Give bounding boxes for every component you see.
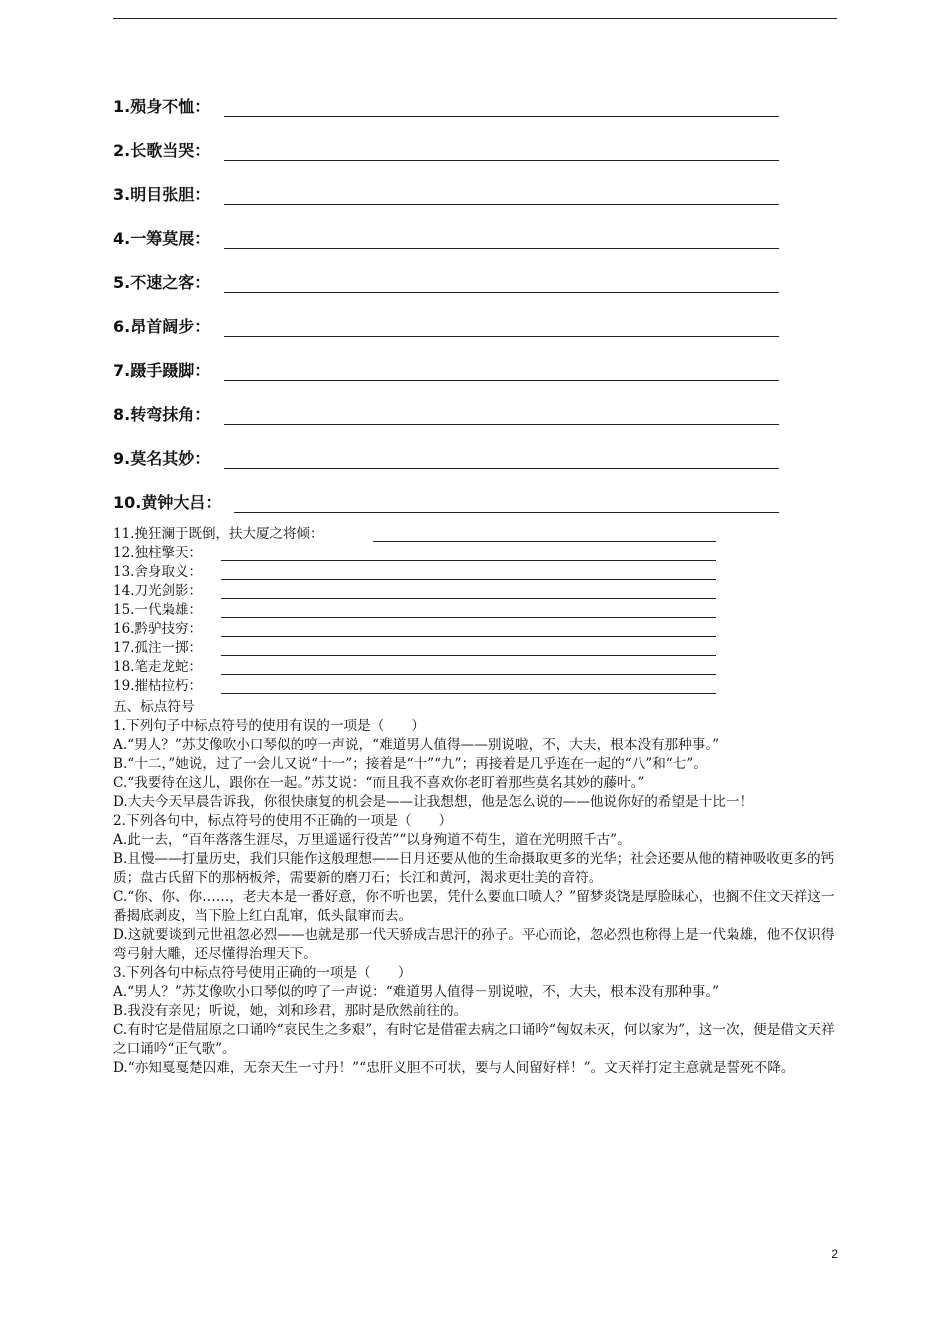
idiom-item-label: 2.长歌当哭： [113,141,211,160]
answer-line[interactable] [221,693,716,694]
question-option: A.“男人？”苏艾像吹小口琴似的哼一声说，“难道男人值得——别说啦，不，大夫，根本没有那种事。” [113,737,720,753]
answer-line[interactable] [373,541,716,542]
answer-line[interactable] [224,160,779,161]
question-option: A.“男人？”苏艾像吹小口琴似的哼了一声说：“难道男人值得－别说啦，不，大夫，根本没有那种事。” [113,984,720,1000]
question-option: D.“亦知戛戛楚囚难，无奈天生一寸丹！”“忠肝义胆不可状，要与人间留好样！”。文天祥打定主意就是誓死不降。 [113,1060,795,1076]
question-option: B.“十二，”她说，过了一会儿又说“十一”；接着是“十”“九”；再接着是几乎连在一起的“八”和“七”。 [113,756,707,772]
idiom-item-label: 14.刀光剑影： [113,583,202,599]
answer-line[interactable] [224,292,779,293]
idiom-item-label: 3.明目张胆： [113,185,211,204]
idiom-item-label: 10.黄钟大吕： [113,493,222,512]
answer-line[interactable] [224,424,779,425]
page-number: 2 [831,1247,838,1261]
question-option: D.这就要谈到元世祖忽必烈——也就是那一代天骄成吉思汗的孙子。平心而论，忽必烈也称得上是一代枭雄，他不仅识得弯弓射大雕，还尽懂得治理天下。 [113,927,835,962]
answer-line[interactable] [224,248,779,249]
idiom-item-label: 11.挽狂澜于既倒，扶大厦之将倾： [113,526,324,542]
idiom-item-label: 19.摧枯拉朽： [113,678,202,694]
idiom-item-label: 18.笔走龙蛇： [113,659,202,675]
idiom-item-label: 7.蹑手蹑脚： [113,361,211,380]
answer-line[interactable] [221,674,716,675]
idiom-item-label: 17.孤注一掷： [113,640,202,656]
question-option: B.我没有亲见；听说，她，刘和珍君，那时是欣然前往的。 [113,1003,468,1019]
answer-line[interactable] [221,655,716,656]
answer-line[interactable] [224,204,779,205]
idiom-item-label: 9.莫名其妙： [113,449,211,468]
question-stem: 1.下列句子中标点符号的使用有误的一项是（ ） [113,718,426,734]
answer-line[interactable] [224,468,779,469]
answer-line[interactable] [221,617,716,618]
idiom-item-label: 4.一筹莫展： [113,229,211,248]
answer-line[interactable] [224,116,779,117]
question-option: B.且慢——打量历史，我们只能作这般理想——日月还要从他的生命摄取更多的光华；社会还要从他的精神吸收更多的钙质；盘古氏留下的那柄板斧，需要新的磨刀石；长江和黄河，渴求更壮美的音符。 [113,851,835,886]
answer-line[interactable] [221,560,716,561]
answer-line[interactable] [224,380,779,381]
question-option: C.“我要待在这儿，跟你在一起。”苏艾说：“而且我不喜欢你老盯着那些莫名其妙的藤叶。” [113,775,645,791]
idiom-item-label: 6.昂首阔步： [113,317,211,336]
question-option: C.“你、你、你……，老夫本是一番好意，你不听也罢，凭什么要血口喷人？”留梦炎饶是厚脸昧心，也搁不住文天祥这一番揭底剥皮，当下脸上红白乱窜，低头鼠窜而去。 [113,889,835,924]
idiom-item-label: 15.一代枭雄： [113,602,202,618]
idiom-item-label: 8.转弯抹角： [113,405,211,424]
question-option: A.此一去，“百年落落生涯尽，万里遥遥行役苦”“以身殉道不苟生，道在光明照千古”。 [113,832,631,848]
answer-line[interactable] [221,579,716,580]
answer-line[interactable] [221,636,716,637]
answer-line[interactable] [234,512,779,513]
idiom-item-label: 16.黔驴技穷： [113,621,202,637]
idiom-item-label: 13.舍身取义： [113,564,202,580]
header-rule [113,18,837,19]
answer-line[interactable] [224,336,779,337]
question-option: D.大夫今天早晨告诉我，你很快康复的机会是——让我想想，他是怎么说的——他说你好的希望是十比一！ [113,794,754,810]
section-title: 五、标点符号 [113,699,195,715]
question-stem: 3.下列各句中标点符号使用正确的一项是（ ） [113,965,412,981]
question-stem: 2.下列各句中，标点符号的使用不正确的一项是（ ） [113,813,453,829]
idiom-item-label: 1.殒身不恤： [113,97,211,116]
idiom-item-label: 5.不速之客： [113,273,211,292]
punctuation-section [113,698,839,1078]
idiom-item-label: 12.独柱擎天： [113,545,202,561]
question-option: C.有时它是借屈原之口诵吟“哀民生之多艰”，有时它是借霍去病之口诵吟“匈奴未灭，何以家为”，这一次，便是借文天祥之口诵吟“正气歌”。 [113,1022,835,1057]
answer-line[interactable] [221,598,716,599]
